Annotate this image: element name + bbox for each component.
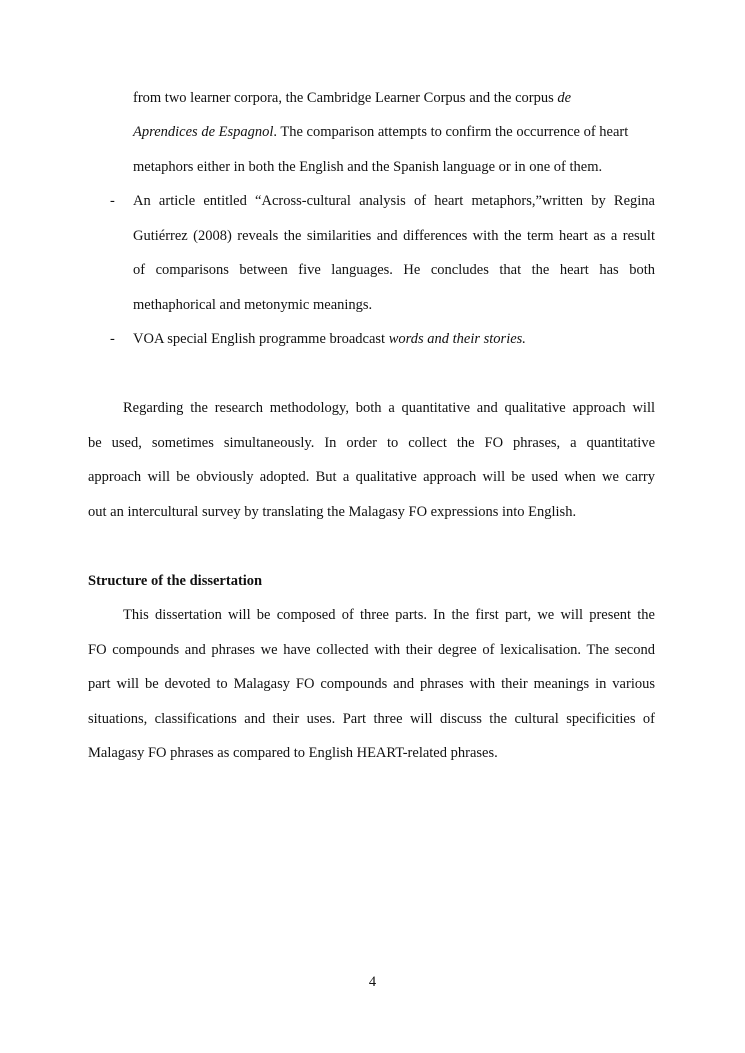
- text-line: metaphors either in both the English and the Spanish language or in one of them.: [133, 159, 603, 175]
- bullet-marker: -: [110, 331, 115, 347]
- text-span: VOA special English programme broadcast: [133, 331, 389, 347]
- paragraph-line: approach will be obviously adopted. But a qualitative approach will be used when we carry: [88, 469, 655, 485]
- paragraph-line: be used, sometimes simultaneously. In order to collect the FO phrases, a quantitative: [88, 435, 655, 451]
- text-span: . The comparison attempts to confirm the occurrence of heart: [273, 124, 629, 140]
- page-number: 4: [368, 974, 377, 990]
- paragraph-line: Regarding the research methodology, both a quantitative and qualitative approach will: [123, 400, 655, 416]
- paragraph-line: situations, classifications and their uses. Part three will discuss the cultural specificities of: [88, 711, 655, 727]
- text-span: from two learner corpora, the Cambridge Learner Corpus and the corpus: [133, 90, 558, 106]
- bullet-line: of comparisons between five languages. He concludes that the heart has both: [133, 262, 655, 278]
- bullet-line: An article entitled “Across-cultural analysis of heart metaphors,”written by Regina: [133, 193, 655, 209]
- text-line: [133, 89, 571, 107]
- italic-span: Aprendices de Espagnol: [133, 124, 274, 140]
- paragraph-line: Malagasy FO phrases as compared to English HEART-related phrases.: [88, 745, 498, 761]
- paragraph-line: This dissertation will be composed of three parts. In the first part, we will present the: [123, 607, 655, 623]
- paragraph-line: FO compounds and phrases we have collected with their degree of lexicalisation. The second: [88, 642, 655, 658]
- paragraph-line: out an intercultural survey by translating the Malagasy FO expressions into English.: [88, 504, 577, 520]
- paragraph-line: part will be devoted to Malagasy FO compounds and phrases with their meanings in various: [88, 676, 655, 692]
- bullet-line: [133, 330, 526, 348]
- italic-span: de: [557, 90, 572, 106]
- section-heading: [88, 572, 262, 590]
- bullet-line: methaphorical and metonymic meanings.: [133, 297, 373, 313]
- heading-text: Structure of the dissertation: [88, 573, 263, 589]
- bullet-marker: -: [110, 193, 115, 209]
- italic-span: words and their stories.: [388, 331, 526, 347]
- bullet-line: Gutiérrez (2008) reveals the similarities and differences with the term heart as a result: [133, 228, 655, 244]
- text-line: [133, 123, 628, 141]
